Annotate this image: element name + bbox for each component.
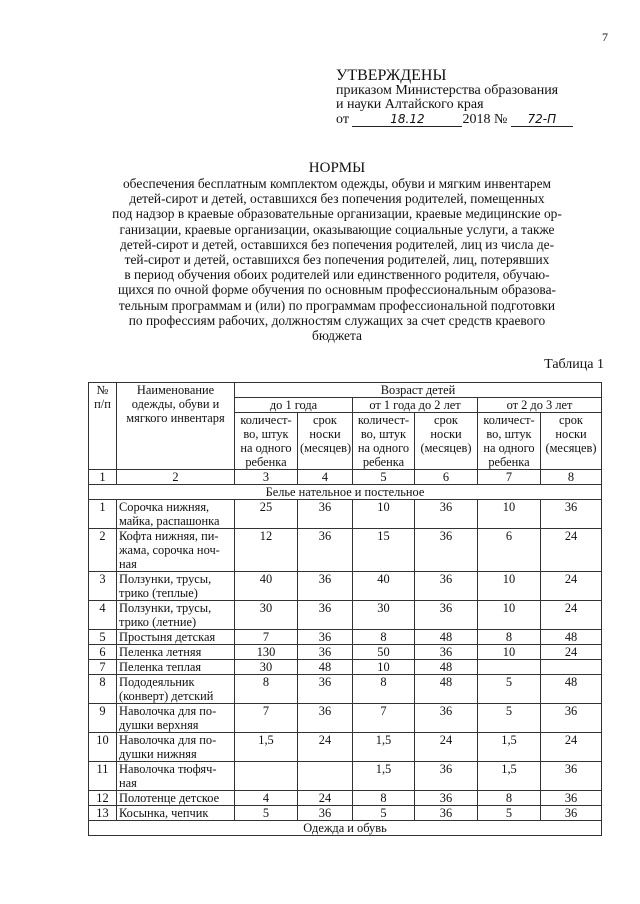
row-number: 11	[89, 762, 117, 791]
table-row	[89, 791, 602, 806]
item-name: Ползунки, трусы, трико (летние)	[117, 601, 235, 630]
value-cell: 5	[353, 806, 415, 821]
value-cell: 36	[415, 645, 478, 660]
value-cell: 36	[415, 762, 478, 791]
column-number: 5	[353, 470, 415, 485]
value-cell: 30	[353, 601, 415, 630]
value-cell: 7	[235, 704, 298, 733]
value-cell: 36	[298, 704, 353, 733]
table-row	[89, 660, 602, 675]
handwritten-number: 72-П	[511, 112, 573, 127]
table-row	[89, 762, 602, 791]
heading-line: в период обучения обоих родителей или единственного родителя, обучаю-	[124, 267, 550, 283]
heading-line: бюджета	[312, 328, 362, 344]
column-number: 1	[89, 470, 117, 485]
row-number: 5	[89, 630, 117, 645]
header-name: Наименование одежды, обуви и мягкого инвентаря	[117, 383, 235, 470]
header-num: № п/п	[89, 383, 117, 470]
value-cell	[541, 660, 602, 675]
value-cell: 48	[541, 675, 602, 704]
value-cell: 48	[415, 675, 478, 704]
value-cell: 8	[353, 675, 415, 704]
row-number: 9	[89, 704, 117, 733]
value-cell: 36	[298, 500, 353, 529]
value-cell: 36	[541, 806, 602, 821]
item-name: Сорочка нижняя, майка, распашонка	[117, 500, 235, 529]
heading-line: ганизации, краевые организации, оказывающие социальные услуги, а также	[119, 221, 555, 237]
header-age-group: от 2 до 3 лет	[478, 398, 602, 413]
value-cell: 36	[298, 630, 353, 645]
table-row	[89, 675, 602, 704]
item-name: Пеленка летняя	[117, 645, 235, 660]
approval-block	[336, 67, 573, 127]
heading-line: тельным программам и (или) по программам профессиональной подготовки	[118, 297, 556, 313]
row-number: 1	[89, 500, 117, 529]
value-cell: 8	[478, 630, 541, 645]
value-cell: 36	[298, 645, 353, 660]
table-row	[89, 806, 602, 821]
column-number: 4	[298, 470, 353, 485]
approval-line: и науки Алтайского края	[336, 97, 484, 112]
value-cell: 4	[235, 791, 298, 806]
row-number: 8	[89, 675, 117, 704]
row-number: 10	[89, 733, 117, 762]
value-cell: 1,5	[235, 733, 298, 762]
heading-line: тей-сирот и детей, оставшихся без попечения родителей, лиц, потерявших	[124, 252, 550, 268]
heading-line: детей-сирот и детей, оставшихся без попечения родителей, помещенных	[129, 191, 545, 207]
value-cell: 36	[298, 675, 353, 704]
header-subcolumn: количест-во, штук на одного ребенка	[353, 413, 415, 470]
header-age-group: от 1 года до 2 лет	[353, 398, 478, 413]
approval-date-line	[336, 112, 573, 127]
item-name: Наволочка тюфяч-ная	[117, 762, 235, 791]
value-cell: 36	[298, 806, 353, 821]
value-cell: 48	[415, 660, 478, 675]
document-heading	[60, 160, 614, 343]
approval-line: приказом Министерства образования	[336, 83, 559, 98]
value-cell: 10	[353, 660, 415, 675]
column-number: 7	[478, 470, 541, 485]
header-subcolumn: срок носки (месяцев)	[415, 413, 478, 470]
section-title: Белье нательное и постельное	[89, 485, 602, 500]
column-number: 2	[117, 470, 235, 485]
value-cell: 36	[415, 704, 478, 733]
value-cell: 36	[541, 500, 602, 529]
table-row	[89, 601, 602, 630]
header-subcolumn: количест-во, штук на одного ребенка	[235, 413, 298, 470]
table-row	[89, 500, 602, 529]
value-cell: 10	[353, 500, 415, 529]
value-cell: 36	[541, 762, 602, 791]
value-cell: 7	[353, 704, 415, 733]
row-number: 12	[89, 791, 117, 806]
approval-title: УТВЕРЖДЕНЫ	[336, 67, 447, 84]
section-row	[89, 485, 602, 500]
value-cell: 10	[478, 601, 541, 630]
header-subcolumn: количест-во, штук на одного ребенка	[478, 413, 541, 470]
value-cell	[235, 762, 298, 791]
value-cell: 36	[415, 529, 478, 572]
value-cell: 10	[478, 645, 541, 660]
value-cell: 5	[478, 704, 541, 733]
value-cell: 48	[298, 660, 353, 675]
value-cell	[478, 660, 541, 675]
heading-line: обеспечения бесплатным комплектом одежды, обуви и мягким инвентарем	[122, 176, 552, 191]
item-name: Пододеяльник (конверт) детский	[117, 675, 235, 704]
value-cell: 24	[415, 733, 478, 762]
value-cell: 5	[478, 806, 541, 821]
value-cell: 36	[415, 601, 478, 630]
item-name: Полотенце детское	[117, 791, 235, 806]
page-number: 7	[602, 30, 608, 44]
value-cell: 24	[298, 791, 353, 806]
value-cell: 25	[235, 500, 298, 529]
value-cell: 12	[235, 529, 298, 572]
value-cell: 30	[235, 660, 298, 675]
value-cell: 10	[478, 500, 541, 529]
value-cell: 36	[415, 500, 478, 529]
row-number: 4	[89, 601, 117, 630]
item-name: Простыня детская	[117, 630, 235, 645]
handwritten-date: 18.12	[352, 112, 462, 127]
heading-line: под надзор в краевые образовательные организации, краевые медицинские ор-	[112, 206, 562, 222]
heading-line: щихся по очной форме обучения по основным профессиональным образова-	[118, 282, 556, 298]
table-row	[89, 645, 602, 660]
value-cell: 6	[478, 529, 541, 572]
value-cell: 24	[541, 733, 602, 762]
header-subcolumn: срок носки (месяцев)	[541, 413, 602, 470]
column-number: 8	[541, 470, 602, 485]
column-number: 3	[235, 470, 298, 485]
value-cell: 36	[415, 806, 478, 821]
item-name: Кофта нижняя, пи-жама, сорочка ноч-ная	[117, 529, 235, 572]
row-number: 13	[89, 806, 117, 821]
norms-table	[88, 382, 602, 836]
value-cell: 48	[415, 630, 478, 645]
value-cell: 50	[353, 645, 415, 660]
from-label: от	[336, 112, 349, 127]
table-row	[89, 704, 602, 733]
value-cell: 8	[478, 791, 541, 806]
value-cell: 36	[541, 704, 602, 733]
value-cell: 40	[353, 572, 415, 601]
value-cell: 24	[541, 645, 602, 660]
value-cell	[298, 762, 353, 791]
table-row	[89, 733, 602, 762]
value-cell: 10	[478, 572, 541, 601]
row-number: 7	[89, 660, 117, 675]
value-cell: 36	[415, 791, 478, 806]
heading-title: НОРМЫ	[308, 160, 366, 176]
value-cell: 24	[298, 733, 353, 762]
table-label: Таблица 1	[544, 357, 604, 372]
value-cell: 36	[541, 791, 602, 806]
value-cell: 24	[541, 529, 602, 572]
column-number: 6	[415, 470, 478, 485]
value-cell: 36	[298, 601, 353, 630]
value-cell: 8	[235, 675, 298, 704]
value-cell: 36	[298, 572, 353, 601]
table-row	[89, 630, 602, 645]
section-row	[89, 821, 602, 836]
value-cell: 36	[298, 529, 353, 572]
table-row	[89, 529, 602, 572]
year-label: 2018 №	[462, 112, 508, 127]
value-cell: 30	[235, 601, 298, 630]
header-subcolumn: срок носки (месяцев)	[298, 413, 353, 470]
header-age: Возраст детей	[235, 383, 602, 398]
value-cell: 40	[235, 572, 298, 601]
item-name: Наволочка для по-душки верхняя	[117, 704, 235, 733]
heading-line: детей-сирот и детей, оставшихся без попечения родителей, лиц из числа де-	[119, 236, 555, 252]
value-cell: 5	[235, 806, 298, 821]
header-age-group: до 1 года	[235, 398, 353, 413]
table-row	[89, 572, 602, 601]
value-cell: 7	[235, 630, 298, 645]
item-name: Косынка, чепчик	[117, 806, 235, 821]
value-cell: 1,5	[478, 733, 541, 762]
value-cell: 8	[353, 791, 415, 806]
item-name: Ползунки, трусы, трико (теплые)	[117, 572, 235, 601]
item-name: Пеленка теплая	[117, 660, 235, 675]
section-title: Одежда и обувь	[89, 821, 602, 836]
value-cell: 1,5	[353, 733, 415, 762]
row-number: 3	[89, 572, 117, 601]
row-number: 6	[89, 645, 117, 660]
value-cell: 8	[353, 630, 415, 645]
item-name: Наволочка для по-душки нижняя	[117, 733, 235, 762]
value-cell: 1,5	[353, 762, 415, 791]
value-cell: 36	[415, 572, 478, 601]
value-cell: 130	[235, 645, 298, 660]
heading-line: по профессиям рабочих, должностям служащих за счет средств краевого	[128, 312, 546, 328]
value-cell: 48	[541, 630, 602, 645]
row-number: 2	[89, 529, 117, 572]
value-cell: 1,5	[478, 762, 541, 791]
value-cell: 24	[541, 572, 602, 601]
value-cell: 24	[541, 601, 602, 630]
value-cell: 5	[478, 675, 541, 704]
value-cell: 15	[353, 529, 415, 572]
